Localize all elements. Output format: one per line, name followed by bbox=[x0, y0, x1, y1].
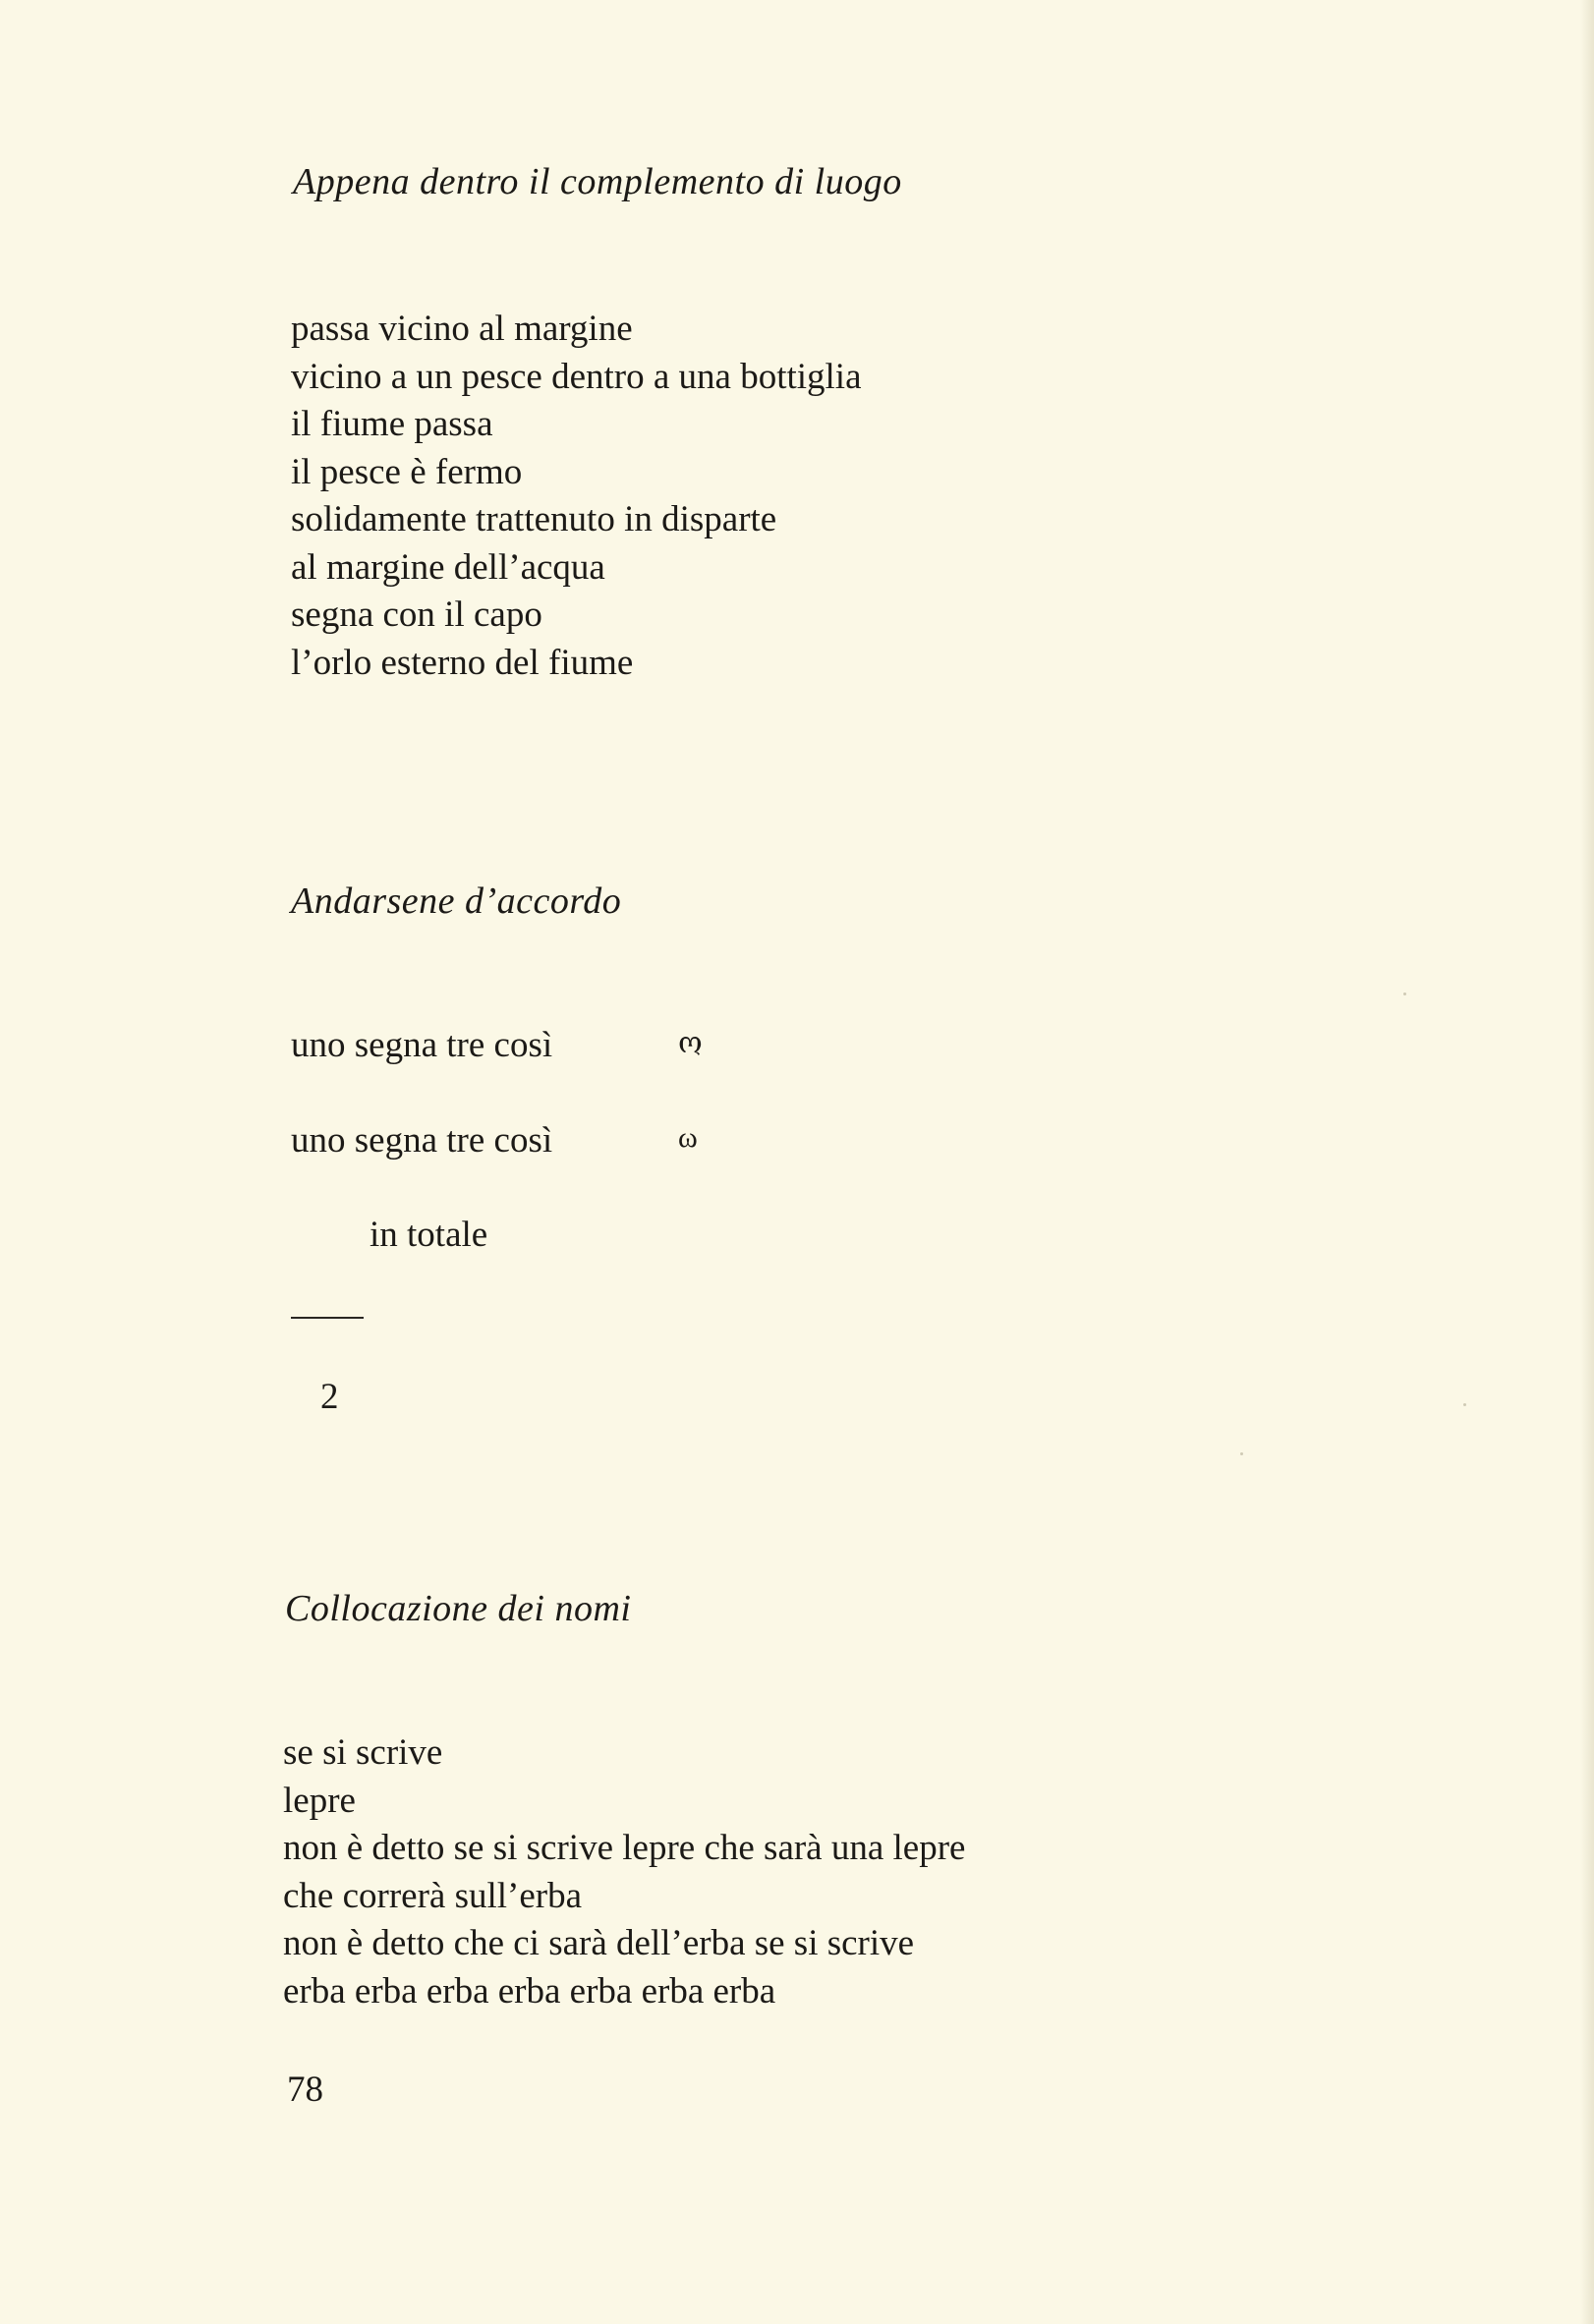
poem-title-collocazione: Collocazione dei nomi bbox=[285, 1588, 632, 1629]
sum-result: 2 bbox=[320, 1377, 339, 1417]
verse-line: se si scrive bbox=[283, 1732, 443, 1773]
verse-line: erba erba erba erba erba erba erba bbox=[283, 1970, 776, 2012]
poem-title-appena: Appena dentro il complemento di luogo bbox=[293, 161, 902, 202]
verse-line: non è detto se si scrive lepre che sarà una lepre bbox=[283, 1828, 966, 1868]
verse-line: il pesce è fermo bbox=[291, 451, 523, 492]
page-number: 78 bbox=[287, 2069, 323, 2110]
poem-body-appena bbox=[291, 306, 862, 687]
verse-line: al margine dell’acqua bbox=[291, 546, 605, 588]
page-edge bbox=[1580, 0, 1594, 2324]
verse-line: lepre bbox=[283, 1780, 356, 1821]
poem-body-collocazione bbox=[283, 1729, 965, 2015]
paper-speck bbox=[1240, 1452, 1243, 1455]
verse-line: il fiume passa bbox=[291, 404, 493, 444]
verse-line: vicino a un pesce dentro a una bottiglia bbox=[291, 356, 862, 397]
verse-line: che correrà sull’erba bbox=[283, 1875, 583, 1916]
verse-line: non è detto che ci sarà dell’erba se si scrive bbox=[283, 1923, 915, 1963]
verse-line: l’orlo esterno del fiume bbox=[291, 642, 634, 683]
verse-line-uno-segna-1: uno segna tre così bbox=[291, 1025, 553, 1065]
verse-line-uno-segna-2: uno segna tre così bbox=[291, 1120, 553, 1161]
verse-line: solidamente trattenuto in disparte bbox=[291, 499, 777, 539]
verse-line: segna con il capo bbox=[291, 595, 542, 635]
poem-title-andarsene: Andarsene d’accordo bbox=[291, 880, 622, 922]
rotated-three-glyph-2: ω bbox=[678, 1121, 698, 1154]
verse-line: passa vicino al margine bbox=[291, 309, 633, 349]
sum-rule bbox=[291, 1317, 364, 1319]
total-label: in totale bbox=[370, 1215, 488, 1255]
paper-speck bbox=[1463, 1403, 1466, 1406]
rotated-three-glyph-1: ო bbox=[678, 1027, 703, 1059]
paper-speck bbox=[1403, 992, 1406, 995]
